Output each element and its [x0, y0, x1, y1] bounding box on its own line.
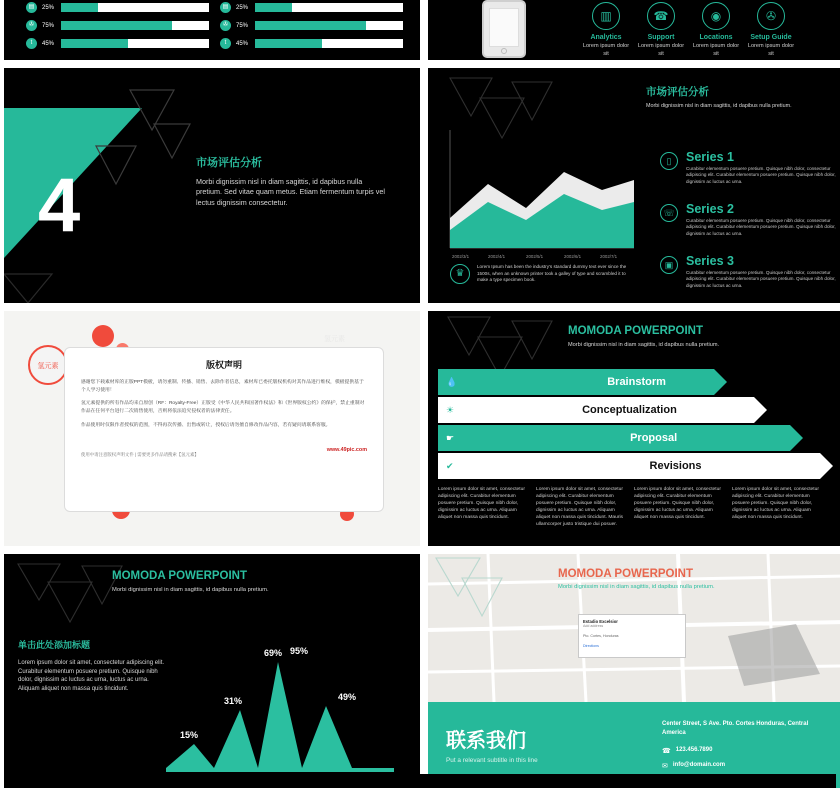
feature-locations[interactable]: [690, 2, 742, 58]
arrow-tip: [754, 397, 767, 423]
bar-percent: 75%: [236, 22, 249, 29]
mobile-icon: ▯: [660, 152, 678, 170]
copyright-paragraph: 感谢您下载素材库的正版PPT模板，请勿重制、传播、销售、去除作者信息，素材库已委托版权机构对其作品进行维权，模板提供基于个人学习使用！: [81, 380, 364, 394]
twitter-icon: t: [220, 38, 231, 49]
copyright-card: [64, 347, 384, 512]
feature-analytics[interactable]: [580, 2, 632, 58]
section-title: 市场评估分析: [196, 157, 262, 169]
brand-logo: 氢元素: [28, 345, 68, 385]
process-column-2: Lorem ipsum dolor sit amet, consectetur adipiscing elit. Curabitur elementum posuere pretium. Quisque nibh dolor, dignissim ac luctus ac urna. Aliquam aliquet non massa quis tincidunt. Mauris ullamcorper justo tristique dui posuer.: [536, 487, 623, 527]
copyright-paragraph: 作品使用时仅限作者授权的范围，不得再次传播、出售或转让，授权后请勿擅自修改作品内容，若有疑问请联系客服。: [81, 422, 331, 428]
svg-text:49%: 49%: [338, 692, 357, 702]
copyright-url[interactable]: www.49pic.com: [326, 446, 367, 453]
feature-name: Locations: [699, 34, 733, 41]
process-column-4: Lorem ipsum dolor sit amet, consectetur adipiscing elit. Curabitur elementum posuere pretium. Quisque nibh dolor, dignissim ac luctus ac urna. Aliquam aliquet non massa quis tincidunt.: [732, 487, 819, 520]
envelope-icon: ✉: [662, 762, 668, 770]
peaks-canvas: [162, 644, 420, 774]
decor-dot: [92, 325, 114, 347]
contact-address: Center Street, S Ave. Pto. Cortes Honduras, Central America: [662, 721, 809, 736]
chart-icon: ▤: [26, 2, 37, 13]
step-brainstorm[interactable]: [438, 369, 714, 395]
svg-text:69%: 69%: [264, 648, 283, 658]
svg-text:15%: 15%: [180, 730, 199, 740]
feature-text: Lorem ipsum dolor sit: [637, 43, 685, 57]
map-card-title: Estadio Excelsior: [583, 619, 618, 624]
bar-item: [26, 20, 209, 31]
headset-icon: ☎: [647, 2, 675, 30]
map-info-card[interactable]: [578, 614, 686, 658]
feature-text: Lorem ipsum dolor sit: [747, 43, 795, 57]
slide-subtitle: Morbi dignissim nisl in diam sagittis, id dapibus nulla pretium.: [568, 342, 720, 348]
check-icon: ✔: [446, 460, 454, 471]
phone-icon: ☎: [662, 747, 671, 755]
svg-text:31%: 31%: [224, 696, 243, 706]
twitter-icon: t: [26, 38, 37, 49]
bar-percent: 25%: [236, 4, 249, 11]
bar-item: [220, 38, 403, 49]
step-revisions[interactable]: [438, 453, 820, 479]
slide-title: MOMODA POWERPOINT: [568, 325, 704, 337]
svg-text:氢元素: 氢元素: [324, 336, 345, 343]
hand-icon: ☛: [446, 432, 455, 443]
arrow-tip: [714, 369, 727, 395]
map-pin-icon: ◉: [702, 2, 730, 30]
feature-text: Lorem ipsum dolor sit: [582, 43, 630, 57]
wrench-icon: ✇: [757, 2, 785, 30]
slide-section-four[interactable]: [4, 68, 420, 303]
bottom-strip: [4, 774, 836, 788]
section-body: Lorem ipsum dolor sit amet, consectetur adipiscing elit. Curabitur elementum posuere pretium. Quisque nibh dolor, dignissim ac luctus ac urna, luctus ac urna. Aliquam aliquet non massa quis tincidunt.: [18, 660, 165, 693]
map-card-line: Pto. Cortes, Honduras: [583, 634, 619, 638]
series-name: Series 2: [686, 202, 734, 216]
series-3[interactable]: [660, 254, 840, 289]
bar-percent: 45%: [236, 40, 249, 47]
window-icon: ▣: [660, 256, 678, 274]
map-card-sub: Add address: [583, 624, 604, 628]
feature-support[interactable]: [635, 2, 687, 58]
bar-track: [255, 3, 403, 12]
map-card-directions[interactable]: Directions: [583, 644, 599, 648]
section-body: Morbi dignissim nisl in diam sagittis, id dapibus nulla pretium. Sed vitae quam metus. Etiam fermentum turpis vel lectus dignissim consectetur.: [196, 177, 385, 207]
slide-phone-features[interactable]: [428, 0, 840, 60]
bar-percent: 75%: [42, 22, 55, 29]
bar-track: [61, 3, 209, 12]
bar-track: [61, 21, 209, 30]
slide-contact[interactable]: [428, 554, 840, 788]
bar-track: [255, 39, 403, 48]
bar-item: [26, 38, 209, 49]
slide-subtitle: Morbi dignissim nisl in diam sagittis, id dapibus nulla pretium.: [112, 587, 269, 593]
slide-copyright[interactable]: [4, 311, 420, 546]
step-label: Revisions: [649, 460, 702, 472]
contact-email[interactable]: info@domain.com: [672, 762, 726, 768]
bar-chart-icon: ▥: [592, 2, 620, 30]
feature-setup-guide[interactable]: [745, 2, 797, 58]
step-label: Conceptualization: [582, 404, 677, 416]
copyright-footnote: 使用中请注意版权声明文件 | 需要更多作品请搜索【氢元素】: [81, 451, 199, 457]
process-column-1: Lorem ipsum dolor sit amet, consectetur adipiscing elit. Curabitur elementum posuere pretium. Quisque nibh dolor, dignissim ac luctus ac urna. Aliquam aliquet non massa quis tincidunt.: [438, 487, 525, 520]
svg-text:2002/4/1: 2002/4/1: [488, 254, 506, 259]
phone-mockup: [482, 0, 526, 58]
arrow-tip: [790, 425, 803, 451]
slide-title: MOMODA POWERPOINT: [558, 568, 694, 580]
chart-subtitle: Morbi dignissim nisl in diam sagittis, id dapibus nulla pretium.: [646, 103, 792, 109]
chart-title: 市场评估分析: [646, 86, 709, 98]
contact-phone[interactable]: 123.456.7890: [675, 747, 713, 753]
arrow-tip: [820, 453, 833, 479]
feature-name: Support: [647, 34, 675, 41]
bar-item: [220, 20, 403, 31]
gear-icon: ✇: [26, 20, 37, 31]
bar-item: [220, 2, 403, 13]
feature-text: Lorem ipsum dolor sit: [692, 43, 740, 57]
bar-percent: 25%: [42, 4, 55, 11]
step-label: Proposal: [630, 432, 678, 444]
slide-title: MOMODA POWERPOINT: [112, 570, 248, 582]
award-text: Lorem Ipsum has been the industry's standard dummy text ever since the 1500s, when an unknown printer took a galley of type and scrambled it to make a type specimen book.: [477, 264, 627, 283]
process-column-3: Lorem ipsum dolor sit amet, consectetur adipiscing elit. Curabitur elementum posuere pretium. Quisque nibh dolor, dignissim ac luctus ac urna. Aliquam aliquet non massa quis tincidunt.: [634, 487, 721, 520]
section-subtitle: 单击此处添加标题: [18, 640, 91, 650]
series-text: Curabitur elementum posuere pretium. Quisque nibh dolor, consectetur adipiscing elit. Curabitur elementum posuere pretium. Quisque nibh dolor, dignissim ac luctus ac urna.: [686, 270, 836, 288]
droplet-icon: 💧: [446, 376, 458, 387]
svg-text:2002/7/1: 2002/7/1: [600, 254, 618, 259]
svg-text:2002/6/1: 2002/6/1: [564, 254, 582, 259]
slide-peaks-chart[interactable]: [4, 554, 420, 788]
chart-icon: ▤: [220, 2, 231, 13]
series-1[interactable]: [660, 150, 840, 185]
feature-name: Analytics: [590, 34, 622, 41]
step-conceptualization[interactable]: [438, 397, 754, 423]
copyright-paragraph: 氢元素提供的所有作品均来自原创（RF：Royalty-Free）正版受《中华人民共和国著作权法》和《世界版权公约》的保护，禁止重制对作品在任何平台进行二次销售使用，否则将依法追究侵权者的法律责任。: [81, 401, 365, 415]
slide-market-chart[interactable]: [428, 68, 840, 303]
sun-icon: ☀: [446, 404, 455, 415]
copyright-heading: 版权声明: [205, 360, 242, 370]
contact-subheading: Put a relevant subtitle in this line: [446, 757, 538, 764]
slide-subtitle: Morbi dignissim nisl in diam sagittis, id dapibus nulla pretium.: [558, 584, 715, 590]
bar-track: [255, 21, 403, 30]
feature-name: Setup Guide: [750, 34, 792, 41]
series-name: Series 3: [686, 254, 734, 268]
award-block: [450, 264, 636, 284]
series-2[interactable]: [660, 202, 840, 237]
series-text: Curabitur elementum posuere pretium. Quisque nibh dolor, consectetur adipiscing elit. Curabitur elementum posuere pretium. Quisque nibh dolor, dignissim ac luctus ac urna.: [686, 166, 836, 184]
bar-track: [61, 39, 209, 48]
section-number: 4: [38, 163, 81, 248]
svg-text:2002/5/1: 2002/5/1: [526, 254, 544, 259]
gear-icon: ✇: [220, 20, 231, 31]
slide-stats-bars[interactable]: [4, 0, 420, 60]
bar-item: [26, 2, 209, 13]
phone-icon: ☏: [660, 204, 678, 222]
trophy-icon: ♛: [450, 264, 470, 284]
step-label: Brainstorm: [607, 376, 666, 388]
series-text: Curabitur elementum posuere pretium. Quisque nibh dolor, consectetur adipiscing elit. Curabitur elementum posuere pretium. Quisque nibh dolor, dignissim ac luctus ac urna.: [686, 218, 836, 236]
slide-process-arrows[interactable]: [428, 311, 840, 546]
step-proposal[interactable]: [438, 425, 790, 451]
svg-text:2002/3/1: 2002/3/1: [452, 254, 470, 259]
svg-text:95%: 95%: [290, 646, 309, 656]
bar-percent: 45%: [42, 40, 55, 47]
series-name: Series 1: [686, 150, 734, 164]
contact-heading: 联系我们: [446, 730, 526, 752]
